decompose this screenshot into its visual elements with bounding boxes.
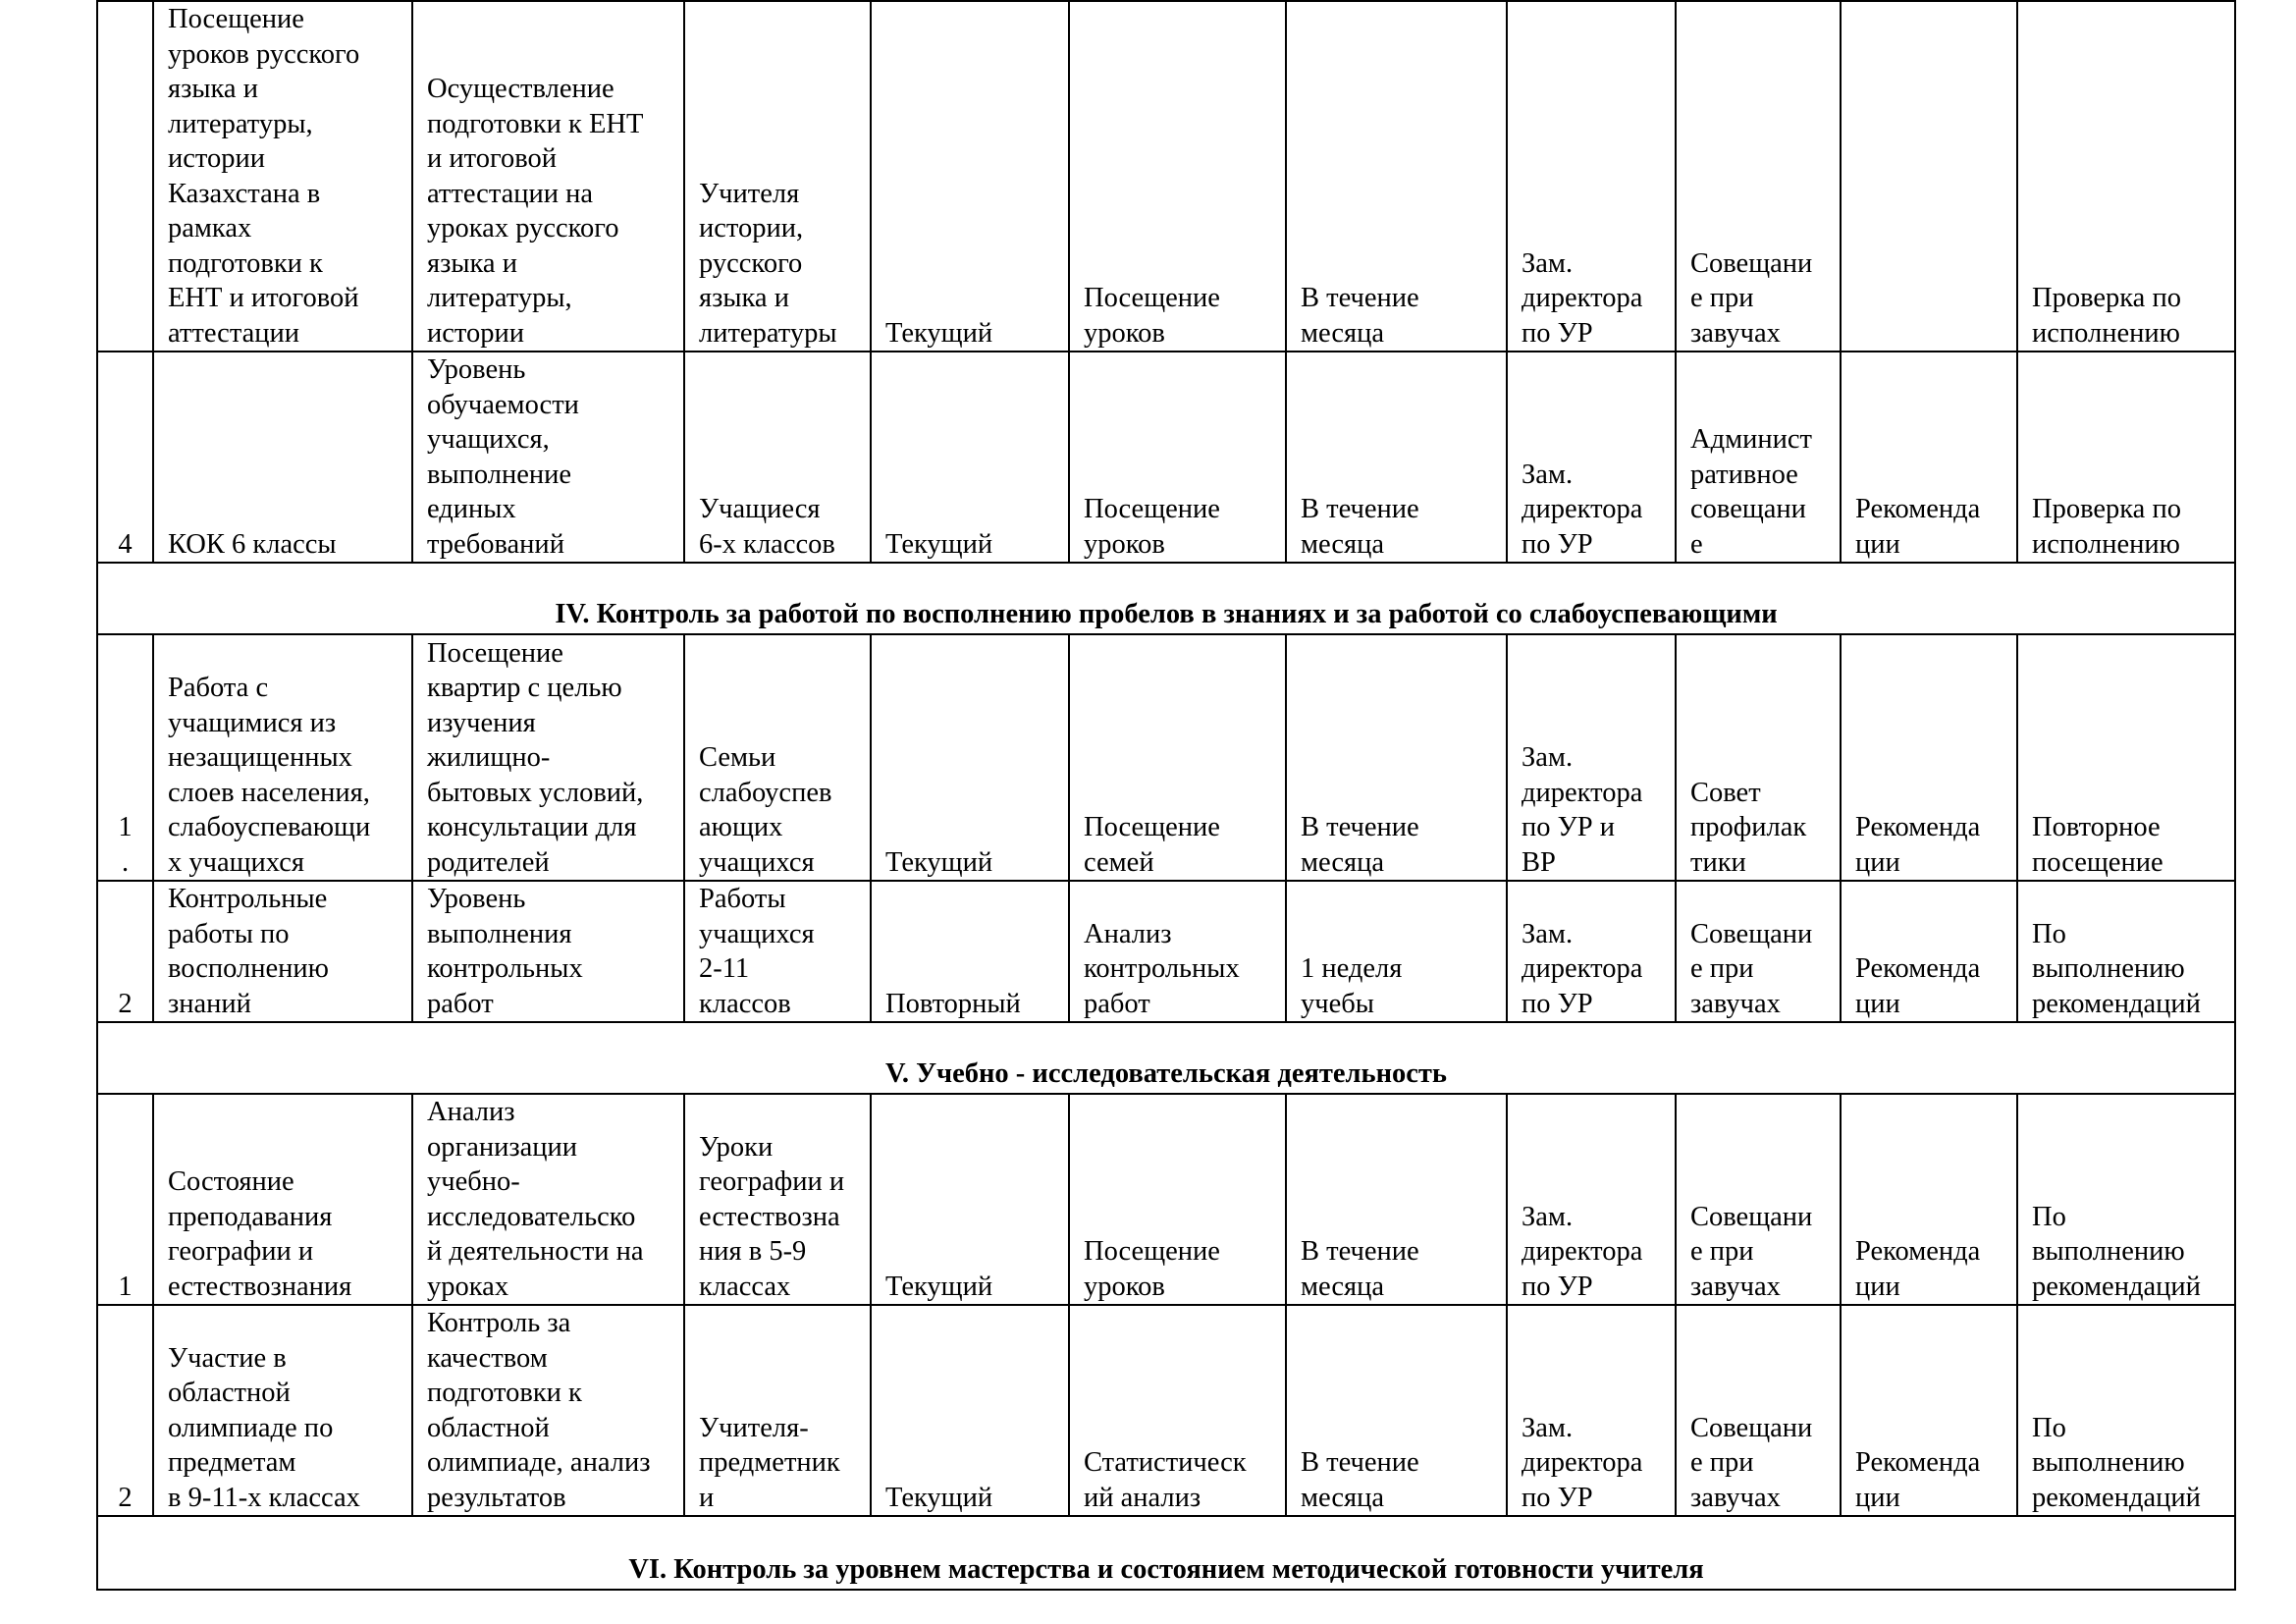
control-object: Работа с учащимися из незащищенных слоев населения, слабоуспевающи х учащихся — [153, 634, 412, 881]
control-review-place: Совещани е при завучах — [1676, 1094, 1841, 1305]
control-object: КОК 6 классы — [153, 352, 412, 563]
control-followup: Проверка по исполнению — [2017, 352, 2235, 563]
control-object: Участие в областной олимпиаде по предметам в 9-11-х классах — [153, 1305, 412, 1516]
control-responsible: Зам. директора по УР — [1507, 881, 1676, 1022]
control-subject: Уроки географии и естествозна ния в 5-9 классах — [684, 1094, 871, 1305]
control-decision: Рекоменда ции — [1841, 881, 2017, 1022]
control-type: Текущий — [871, 1, 1069, 352]
control-period: В течение месяца — [1286, 1, 1507, 352]
control-purpose: Посещение квартир с целью изучения жилищно- бытовых условий, консультации для родителей — [412, 634, 684, 881]
control-subject: Учащиеся 6-х классов — [684, 352, 871, 563]
control-period: 1 неделя учебы — [1286, 881, 1507, 1022]
control-decision: Рекоменда ции — [1841, 1094, 2017, 1305]
row-number: 4 — [97, 352, 153, 563]
control-followup: По выполнению рекомендаций — [2017, 1094, 2235, 1305]
section-title-vi: VI. Контроль за уровнем мастерства и состоянием методической готовности учителя — [97, 1516, 2235, 1590]
control-type: Повторный — [871, 881, 1069, 1022]
control-subject: Работы учащихся 2-11 классов — [684, 881, 871, 1022]
control-responsible: Зам. директора по УР — [1507, 1, 1676, 352]
control-period: В течение месяца — [1286, 1305, 1507, 1516]
control-purpose: Уровень выполнения контрольных работ — [412, 881, 684, 1022]
control-method: Анализ контрольных работ — [1069, 881, 1286, 1022]
control-method: Посещение семей — [1069, 634, 1286, 881]
control-decision: Рекоменда ции — [1841, 1305, 2017, 1516]
control-purpose: Уровень обучаемости учащихся, выполнение единых требований — [412, 352, 684, 563]
control-review-place: Админист ративное совещани е — [1676, 352, 1841, 563]
table-row — [97, 1, 2235, 352]
control-followup: По выполнению рекомендаций — [2017, 881, 2235, 1022]
control-subject: Учителя истории, русского языка и литературы — [684, 1, 871, 352]
control-method: Посещение уроков — [1069, 1094, 1286, 1305]
control-followup: По выполнению рекомендаций — [2017, 1305, 2235, 1516]
control-type: Текущий — [871, 1094, 1069, 1305]
row-number — [97, 1, 153, 352]
row-number: 2 — [97, 1305, 153, 1516]
section-header-row — [97, 563, 2235, 634]
control-purpose: Контроль за качеством подготовки к областной олимпиаде, анализ результатов — [412, 1305, 684, 1516]
control-followup: Повторное посещение — [2017, 634, 2235, 881]
control-period: В течение месяца — [1286, 352, 1507, 563]
control-object: Контрольные работы по восполнению знаний — [153, 881, 412, 1022]
row-number: 1 — [97, 1094, 153, 1305]
control-subject: Семьи слабоуспев ающих учащихся — [684, 634, 871, 881]
table-row — [97, 881, 2235, 1022]
control-method: Посещение уроков — [1069, 352, 1286, 563]
control-subject: Учителя- предметник и — [684, 1305, 871, 1516]
control-object: Состояние преподавания географии и естествознания — [153, 1094, 412, 1305]
control-type: Текущий — [871, 634, 1069, 881]
control-review-place: Совещани е при завучах — [1676, 1305, 1841, 1516]
control-review-place: Совещани е при завучах — [1676, 881, 1841, 1022]
control-followup: Проверка по исполнению — [2017, 1, 2235, 352]
control-responsible: Зам. директора по УР и ВР — [1507, 634, 1676, 881]
section-title-v: V. Учебно - исследовательская деятельность — [97, 1022, 2235, 1094]
control-review-place: Совещани е при завучах — [1676, 1, 1841, 352]
control-purpose: Осуществление подготовки к ЕНТ и итоговой аттестации на уроках русского языка и литературы, истории — [412, 1, 684, 352]
control-purpose: Анализ организации учебно- исследовательско й деятельности на уроках — [412, 1094, 684, 1305]
control-decision — [1841, 1, 2017, 352]
table-row — [97, 1305, 2235, 1516]
section-header-row — [97, 1516, 2235, 1590]
row-number: 1 . — [97, 634, 153, 881]
control-responsible: Зам. директора по УР — [1507, 352, 1676, 563]
control-responsible: Зам. директора по УР — [1507, 1094, 1676, 1305]
control-decision: Рекоменда ции — [1841, 352, 2017, 563]
section-header-row — [97, 1022, 2235, 1094]
table-row — [97, 1094, 2235, 1305]
control-method: Посещение уроков — [1069, 1, 1286, 352]
control-period: В течение месяца — [1286, 634, 1507, 881]
control-responsible: Зам. директора по УР — [1507, 1305, 1676, 1516]
table-row — [97, 352, 2235, 563]
control-type: Текущий — [871, 1305, 1069, 1516]
section-title-iv: IV. Контроль за работой по восполнению пробелов в знаниях и за работой со слабоуспевающими — [97, 563, 2235, 634]
control-review-place: Совет профилак тики — [1676, 634, 1841, 881]
control-type: Текущий — [871, 352, 1069, 563]
control-decision: Рекоменда ции — [1841, 634, 2017, 881]
control-period: В течение месяца — [1286, 1094, 1507, 1305]
control-object: Посещение уроков русского языка и литературы, истории Казахстана в рамках подготовки к ЕНТ и итоговой аттестации — [153, 1, 412, 352]
control-method: Статистическ ий анализ — [1069, 1305, 1286, 1516]
table-row — [97, 634, 2235, 881]
row-number: 2 — [97, 881, 153, 1022]
control-plan-table — [96, 0, 2236, 1591]
document-page — [96, 0, 2234, 1591]
